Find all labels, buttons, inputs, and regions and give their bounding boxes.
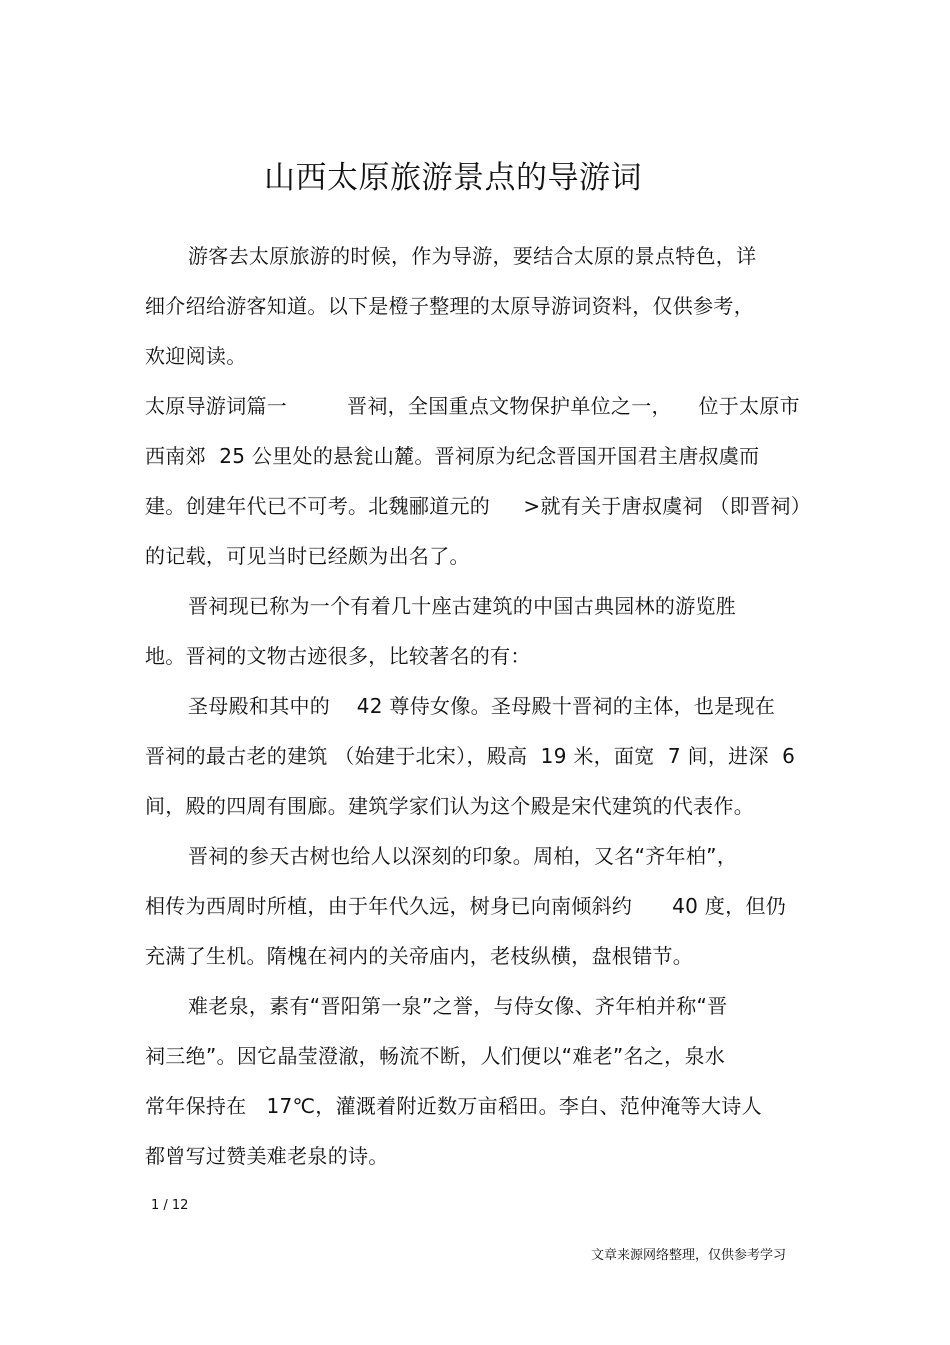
paragraph-line: 的记载，可见当时已经颇为出名了。 [145, 544, 470, 568]
paragraph-line: 祠三绝”。因它晶莹澄澈，畅流不断，人们便以“难老”名之，泉水 [145, 1044, 726, 1068]
paragraph-line: 游客去太原旅游的时候，作为导游，要结合太原的景点特色，详 [188, 244, 757, 268]
paragraph-line: 细介绍给游客知道。以下是橙子整理的太原导游词资料，仅供参考， [145, 294, 754, 318]
document-title: 山西太原旅游景点的导游词 [264, 160, 642, 196]
paragraph-line: 晋祠的最古老的建筑 （始建于北宋），殿高 19 米，面宽 7 间，进深 6 [145, 744, 796, 768]
paragraph-line: 充满了生机。隋槐在祠内的关帝庙内，老枝纵横，盘根错节。 [145, 944, 694, 968]
paragraph-line: 太原导游词篇一 晋祠，全国重点文物保护单位之一， 位于太原市 [145, 394, 800, 418]
paragraph-line: 常年保持在 17℃，灌溉着附近数万亩稻田。李白、范仲淹等大诗人 [145, 1094, 762, 1118]
footer-note: 文章来源网络整理，仅供参考学习 [591, 1248, 787, 1263]
paragraph-line: 西南郊 25 公里处的悬瓮山麓。晋祠原为纪念晋国开国君主唐叔虞而 [145, 444, 760, 468]
paragraph-line: 建。创建年代已不可考。北魏郦道元的 >就有关于唐叔虞祠 （即晋祠） [145, 494, 812, 518]
paragraph-line: 难老泉，素有“晋阳第一泉”之誉，与侍女像、齐年柏并称“晋 [188, 994, 728, 1018]
paragraph-line: 晋祠的参天古树也给人以深刻的印象。周柏，又名“齐年柏”， [188, 844, 738, 868]
page-number: 1 / 12 [151, 1198, 189, 1213]
paragraph-line: 晋祠现已称为一个有着几十座古建筑的中国古典园林的游览胜 [188, 594, 737, 618]
paragraph-line: 地。晋祠的文物古迹很多，比较著名的有： [145, 644, 531, 668]
paragraph-line: 圣母殿和其中的 42 尊侍女像。圣母殿十晋祠的主体，也是现在 [188, 694, 776, 718]
paragraph-line: 相传为西周时所植，由于年代久远，树身已向南倾斜约 40 度，但仍 [145, 894, 787, 918]
paragraph-line: 欢迎阅读。 [145, 344, 247, 368]
paragraph-line: 间，殿的四周有围廊。建筑学家们认为这个殿是宋代建筑的代表作。 [145, 794, 754, 818]
paragraph-line: 都曾写过赞美难老泉的诗。 [145, 1144, 389, 1168]
